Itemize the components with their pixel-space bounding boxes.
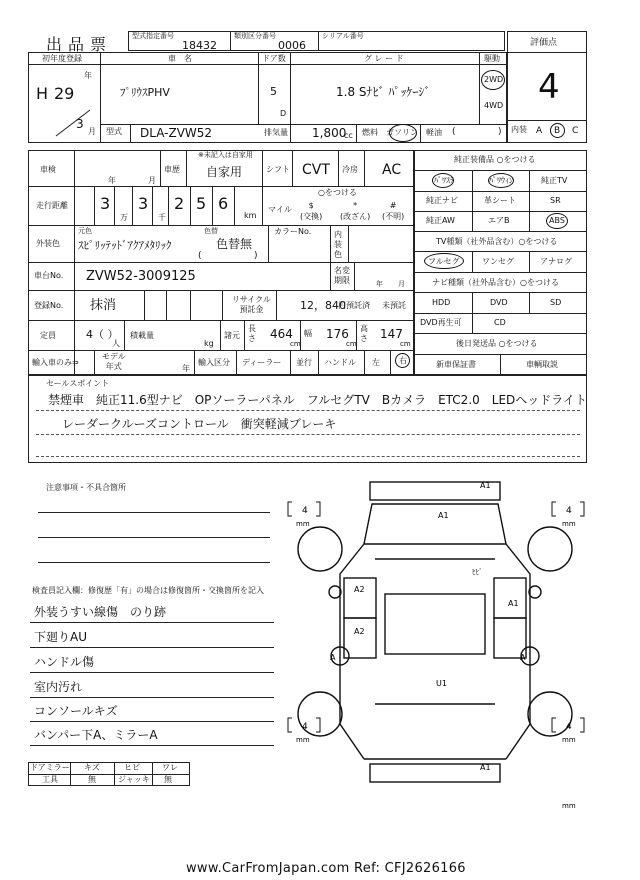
mark-right-mirror: A [520,653,526,662]
navi-item-1: HDD [432,298,451,307]
doors-label: ドア数 [262,54,286,63]
color-no-label: カラーNo. [274,227,312,236]
orig-color: ｽﾋﾟﾘｯﾃｯﾄﾞｱｸｱﾒﾀﾘｯｸ [78,239,172,252]
spare-unit: mm [562,802,576,810]
door-type: D [280,109,287,118]
docs-head: 後日発送品 ○をつける [456,339,538,348]
model-year-unit: 年 [182,364,190,373]
fuel-label: 燃料 [362,128,378,137]
tools-value-2: 無 [88,775,96,784]
width-unit: cm [346,340,357,348]
fuel-value: ガソリン [386,128,418,137]
unknown-label: # (不明) [382,201,405,221]
cd-label: CD [494,318,506,327]
dealer-option: ディーラー [242,358,282,367]
model-code: DLA-ZVW52 [140,126,213,140]
shaken-year-unit: 年 [108,176,116,185]
sales-line-1: 禁煙車 純正11.6型ナビ OPソーラーパネル フルセグTV Bカメラ ETC2.0 LEDヘッドライト [48,393,587,407]
car-diagram [280,474,590,814]
usage-note: ※未記入は自家用 [198,151,253,159]
tire-unit-fr: mm [562,520,576,528]
mark-left-mirror: A [330,653,336,662]
recycle-status: 円預託済 [338,301,370,310]
man-unit: 万 [120,213,128,222]
navi-item-3: SD [550,298,562,307]
capacity-unit: 人 [112,339,120,348]
displacement-value: 1,800 [312,126,347,140]
height-value: 147 [380,327,403,341]
import-label: 輸入車のみ⇒ [32,358,79,367]
equip-item-4: 純正ナビ [426,196,458,205]
first-reg-year: 29 [54,84,75,103]
mileage-digit-2: 3 [138,194,149,213]
equipment-head: 純正装備品 ○をつける [454,155,536,164]
mile-label: マイル [268,205,292,214]
reg-value: 抹消 [90,298,117,313]
interior-b: B [554,126,561,136]
height-label: 高さ [360,324,368,343]
first-reg-label: 初年度登録 [42,54,82,63]
tools-value-4: 無 [164,775,172,784]
recycle-none: 未預託 [382,301,406,310]
mark-hood: A1 [438,511,449,520]
mark-windshield: ﾋﾋﾞ [472,568,483,576]
equip-item-9: ABS [549,216,565,225]
score-value: 4 [538,67,560,107]
docs-item-2: 車輌取説 [526,360,558,369]
tire-depth-rr: 4 [566,722,572,732]
fuel-bracket-close: ) [498,127,502,137]
name-change-label: 名変 期限 [334,266,350,285]
ac-value: AC [382,162,402,178]
load-label: 積載量 [130,331,154,340]
tv-item-1: フルセグ [428,257,460,266]
handle-right: 右 [399,356,407,365]
mark-left-front-door: A2 [354,585,365,594]
interior-color-label: 内装色 [334,230,342,259]
class-label: 類別区分番号 [234,32,276,40]
note-line-4: 室内汚れ [34,680,83,694]
model-cert-number: 18432 [182,39,217,52]
mileage-digit-4: 5 [196,194,207,213]
capacity-label: 定員 [40,331,56,340]
note-line-3: ハンドル傷 [34,655,95,669]
equip-item-1: ﾊﾟﾜｽﾃ [434,176,454,185]
fuel-alt: 軽油 [426,128,442,137]
body-color: 色替無 [216,237,253,251]
tire-unit-fl: mm [296,520,310,528]
dims-label: 諸元 [224,331,240,340]
sales-line-2: レーダークルーズコントロール 衝突軽減ブレーキ [62,417,337,431]
serial-label: シリアル番号 [322,32,364,40]
handle-left: 左 [372,358,380,367]
equip-item-6: SR [550,196,561,205]
inspector-label: 検査員記入欄：修復歴「有」の場合は修復箇所・交換箇所を記入 [32,586,264,595]
mile-head: ○をつける [318,188,357,197]
note-line-6: バンパー下A、ミラーA [34,728,158,742]
model-label: 型式 [106,127,122,136]
displacement-label: 排気量 [264,128,288,137]
dvd-label: DVD再生可 [420,318,462,327]
color-label: 外装色 [36,239,60,248]
body-color-bracket-close: ) [254,251,258,261]
drive-2wd: 2WD [484,75,504,84]
usage-label: 車歴 [164,165,180,174]
exchange-label: $ (交換) [300,201,323,221]
height-unit: cm [400,340,411,348]
tire-depth-fl: 4 [302,506,308,516]
mark-undercarriage: U1 [436,679,447,688]
handle-label: ハンドル [324,358,356,367]
equip-item-5: 革シート [484,196,516,205]
fuel-bracket-open: ( [452,127,456,137]
first-reg-era: H [36,84,49,103]
doors-value: 5 [270,85,277,98]
modified-label: * (改ざん) [340,201,371,221]
drive-label: 駆動 [484,54,500,63]
car-name-label: 車 名 [168,54,192,63]
chassis-label: 車台No. [34,271,64,280]
mark-right-front-door: A1 [508,599,519,608]
load-unit: kg [204,339,214,348]
sen-unit: 千 [158,213,166,222]
tire-depth-fr: 4 [566,506,572,516]
interior-c: C [572,126,579,136]
mileage-digit-5: 6 [218,194,229,213]
grade-label: グ レ ー ド [364,54,404,63]
mark-rear-bumper: A1 [480,763,491,772]
equip-item-8: エアB [488,216,510,225]
equip-item-3: 純正TV [541,176,568,185]
class-number: 0006 [278,39,306,52]
mileage-label: 走行距離 [36,201,68,210]
tools-header-1: ドアミラー [30,763,70,772]
body-color-bracket-open: ( [198,251,202,261]
shift-label: シフト [266,165,290,174]
tire-unit-rr: mm [562,736,576,744]
equip-item-2: ﾊﾟﾜｳｨﾝ [489,176,513,185]
ac-label: 冷房 [342,165,358,174]
car-name: ﾌﾟﾘｳｽPHV [120,86,170,99]
tools-header-2: キズ [84,763,100,772]
note-line-1: 外装うすい線傷 のり跡 [34,605,167,619]
body-color-label: 色替 [204,227,218,235]
tools-header-3: ヒビ [124,763,140,772]
name-change-year: 年 [376,280,383,288]
docs-item-1: 新車保証書 [436,360,476,369]
page-title: 出品票 [46,35,113,54]
tv-item-3: アナログ [540,257,572,266]
reg-label: 登録No. [34,301,64,310]
displacement-unit: cc [344,131,353,140]
grade-value: 1.8 Sﾅﾋﾞ ﾊﾟｯｹｰｼﾞ [336,85,431,99]
interior-a: A [536,126,543,136]
tire-unit-rl: mm [296,736,310,744]
width-value: 176 [326,327,349,341]
mark-left-rear-door: A2 [354,627,365,636]
recycle-label: リサイクル 預託金 [232,295,271,314]
mileage-digit-3: 2 [174,194,185,213]
drive-4wd: 4WD [484,101,504,110]
name-change-month: 月 [398,280,405,288]
capacity-value: 4（ ） [86,328,119,341]
mark-front-bumper: A1 [480,481,491,490]
caution-label: 注意事項・不具合箇所 [46,483,126,492]
km-unit: km [244,211,257,220]
length-unit: cm [290,340,301,348]
model-year-label: モデル 年式 [102,352,126,371]
usage-value: 自家用 [206,165,243,179]
tools-value-3: ジャッキ [118,775,150,784]
navi-head: ナビ種類（社外品含む）○をつける [432,278,559,287]
parallel-option: 並行 [296,358,312,367]
equip-item-7: 純正AW [426,216,455,225]
length-label: 長さ [248,324,256,343]
width-label: 幅 [304,329,312,338]
orig-color-label: 元色 [78,227,92,235]
length-value: 464 [270,327,293,341]
import-class-label: 輸入区分 [198,358,230,367]
score-label: 評価点 [530,38,558,48]
footer-watermark: www.CarFromJapan.com Ref: CFJ2626166 [186,861,466,876]
navi-item-2: DVD [490,298,508,307]
mileage-digit-1: 3 [100,194,111,213]
note-line-2: 下廻りAU [34,630,87,644]
tv-item-2: ワンセグ [482,257,514,266]
note-line-5: コンソールキズ [34,704,118,718]
year-unit: 年 [84,71,92,80]
tv-head: TV種類（社外品含む）○をつける [436,237,558,246]
shift-value: CVT [302,162,330,178]
shaken-month-unit: 月 [148,176,156,185]
first-reg-month: 3 [76,117,84,131]
recycle-value: 12，840 [300,299,346,312]
chassis-value: ZVW52-3009125 [86,269,196,284]
tools-value-1: 工具 [42,775,58,784]
tire-depth-rl: 4 [302,722,308,732]
month-unit: 月 [88,127,96,136]
model-cert-label: 型式指定番号 [132,32,174,40]
tools-header-4: ワレ [162,763,178,772]
interior-label: 内装 [511,125,527,134]
shaken-label: 車検 [40,165,56,174]
sales-label: セールスポイント [46,379,110,388]
